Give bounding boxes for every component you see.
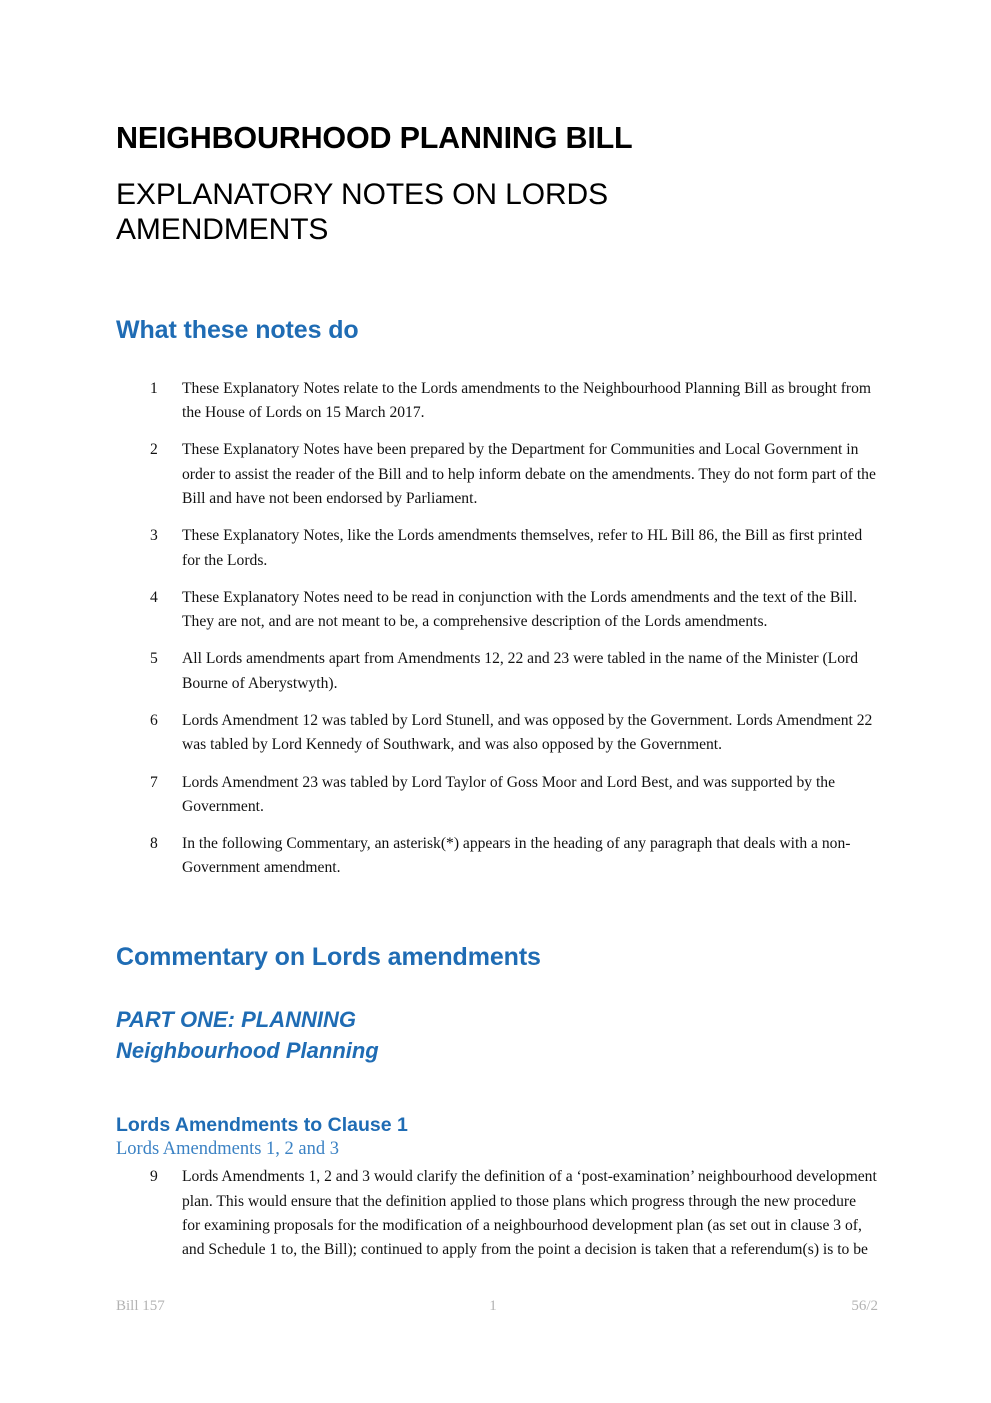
paragraph-text: Lords Amendments 1, 2 and 3 would clarify the definition of a ‘post-examination’ neighbourhood development plan. This would ensure that the definition applied to those plans which progress through the new procedure for examining proposals for the modification of a neighbourhood development plan (as set out in clause 3 of, and Schedule 1 to, the Bill); continued to apply from the point a decision is taken that a referendum(s) is to be [182, 1168, 877, 1259]
list-item [116, 377, 878, 426]
paragraph-number: 3 [150, 527, 158, 545]
list-item [116, 647, 878, 696]
page-footer [116, 1298, 878, 1315]
paragraph-text: In the following Commentary, an asterisk(*) appears in the heading of any paragraph that deals with a non-Government amendment. [182, 835, 851, 877]
paragraph-text: These Explanatory Notes have been prepared by the Department for Communities and Local Government in order to assist the reader of the Bill and to help inform debate on the amendments. They do not form part of the Bill and have not been endorsed by Parliament. [182, 441, 876, 507]
part-heading: PART ONE: PLANNING [116, 1006, 356, 1032]
section-heading-commentary: Commentary on Lords amendments [116, 942, 541, 971]
page-subtitle: EXPLANATORY NOTES ON LORDS AMENDMENTS [116, 177, 608, 247]
paragraph-number: 6 [150, 711, 158, 729]
notes-paragraph-list [116, 377, 878, 881]
paragraph-number: 9 [150, 1168, 158, 1186]
paragraph-number: 8 [150, 835, 158, 853]
paragraph-text: These Explanatory Notes relate to the Lords amendments to the Neighbourhood Planning Bill as brought from the House of Lords on 15 March 2017. [182, 379, 872, 422]
paragraph-number: 7 [150, 773, 158, 791]
paragraph-text: Lords Amendment 23 was tabled by Lord Taylor of Goss Moor and Lord Best, and was supported by the Government. [182, 773, 836, 815]
list-item [116, 586, 878, 635]
part-subheading: Neighbourhood Planning [116, 1038, 379, 1063]
list-item [116, 771, 878, 820]
clause-heading: Lords Amendments to Clause 1 [116, 1114, 408, 1137]
paragraph-number: 2 [150, 441, 158, 459]
commentary-paragraph-list [116, 1165, 878, 1262]
section-heading-what-these-notes-do: What these notes do [116, 315, 359, 344]
spacer [116, 1066, 878, 1114]
paragraph-text: All Lords amendments apart from Amendments 12, 22 and 23 were tabled in the name of the Minister (Lord Bourne of Aberystwyth). [182, 650, 858, 692]
paragraph-text: These Explanatory Notes, like the Lords amendments themselves, refer to HL Bill 86, the Bill as first printed for the Lords. [182, 527, 863, 569]
spacer [116, 345, 878, 377]
list-item [116, 438, 878, 511]
page-title: NEIGHBOURHOOD PLANNING BILL [116, 121, 633, 155]
list-item [116, 1165, 878, 1262]
paragraph-number: 4 [150, 588, 158, 606]
amendment-heading: Lords Amendments 1, 2 and 3 [116, 1139, 340, 1160]
paragraph-text: Lords Amendment 12 was tabled by Lord Stunell, and was opposed by the Government. Lords Amendment 22 was tabled by Lord Kennedy of Southwark, and was also opposed by the Government. [182, 711, 873, 754]
paragraph-text: These Explanatory Notes need to be read in conjunction with the Lords amendments and the text of the Bill. They are not, and are not meant to be, a comprehensive description of the Lords amendments. [182, 588, 858, 631]
list-item [116, 709, 878, 758]
paragraph-number: 1 [150, 379, 158, 397]
list-item [116, 832, 878, 881]
spacer [116, 972, 878, 1004]
footer-page-number: 1 [489, 1298, 497, 1314]
footer-reference: 56/2 [851, 1298, 878, 1314]
list-item [116, 524, 878, 573]
footer-bill-number: Bill 157 [116, 1298, 165, 1314]
spacer [116, 881, 878, 943]
page-content [116, 0, 878, 1262]
paragraph-number: 5 [150, 650, 158, 668]
